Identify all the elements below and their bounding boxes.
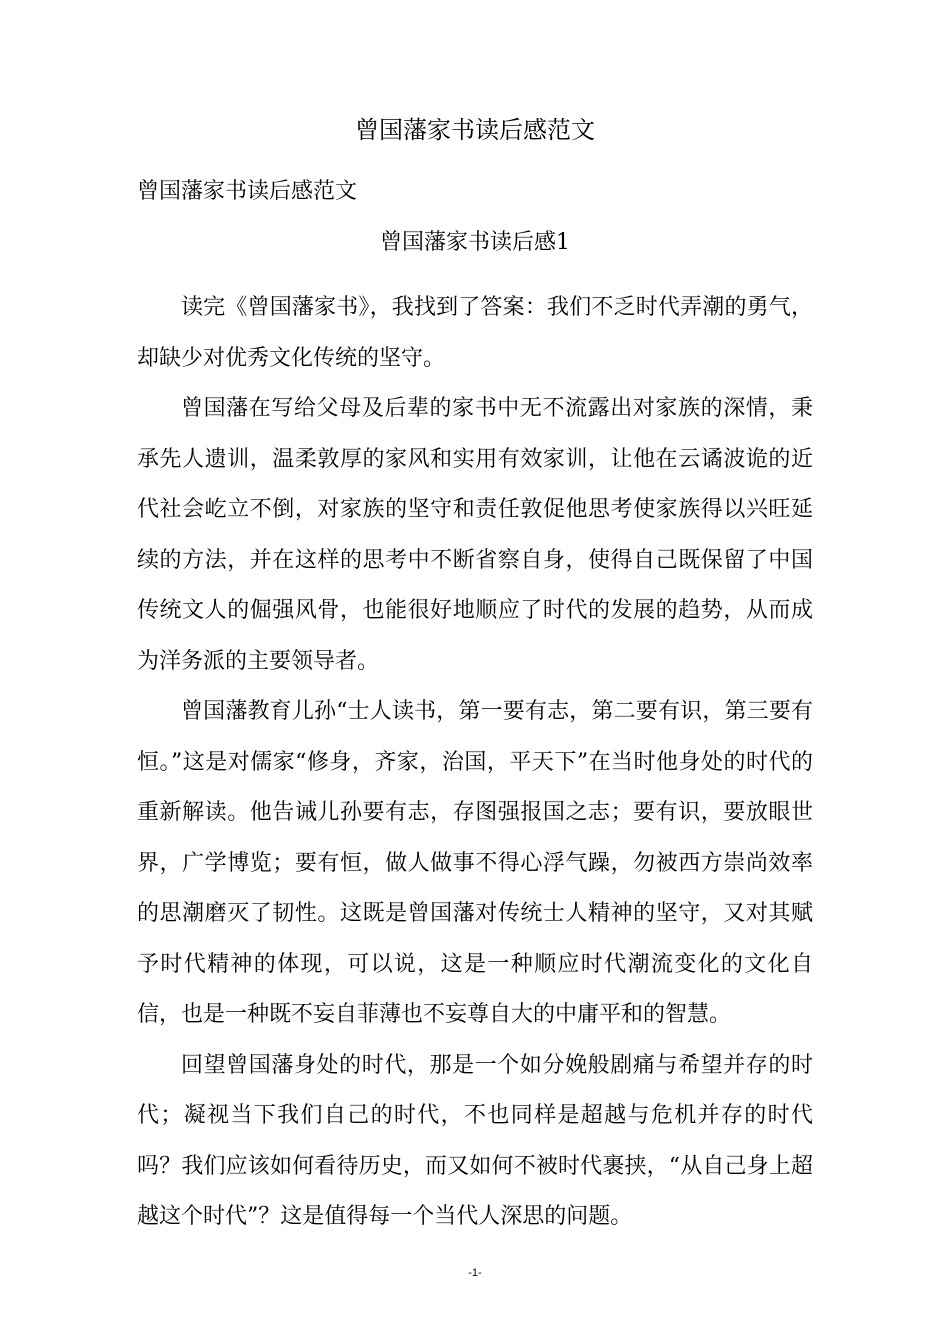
document-title: 曾国藩家书读后感范文 (355, 116, 595, 144)
article-body (137, 283, 813, 1243)
section-heading: 曾国藩家书读后感1 (380, 230, 570, 255)
page-number: -1- (468, 1267, 482, 1279)
paragraph-1: 读完《曾国藩家书》，我找到了答案：我们不乏时代弄潮的勇气，却缺少对优秀文化传统的坚守。 (137, 295, 813, 371)
document-subtitle: 曾国藩家书读后感范文 (137, 179, 358, 204)
paragraph-2: 曾国藩在写给父母及后辈的家书中无不流露出对家族的深情，秉承先人遗训，温柔敦厚的家风和实用有效家训，让他在云谲波诡的近代社会屹立不倒，对家族的坚守和责任敦促他思考使家族得以兴旺延续的方法，并在这样的思考中不断省察自身，使得自己既保留了中国传统文人的倔强风骨，也能很好地顺应了时代的发展的趋势，从而成为洋务派的主要领导者。 (137, 396, 813, 674)
paragraph-4: 回望曾国藩身处的时代，那是一个如分娩般剧痛与希望并存的时代；凝视当下我们自己的时代，不也同样是超越与危机并存的时代吗？我们应该如何看待历史，而又如何不被时代裹挟，“从自己身上超越这个时代”？这是值得每一个当代人深思的问题。 (137, 1052, 813, 1229)
paragraph-3: 曾国藩教育儿孙“士人读书，第一要有志，第二要有识，第三要有恒。”这是对儒家“修身，齐家，治国，平天下”在当时他身处的时代的重新解读。他告诫儿孙要有志，存图强报国之志；要有识，要放眼世界，广学博览；要有恒，做人做事不得心浮气躁，勿被西方崇尚效率的思潮磨灭了韧性。这既是曾国藩对传统士人精神的坚守，又对其赋予时代精神的体现，可以说，这是一种顺应时代潮流变化的文化自信，也是一种既不妄自菲薄也不妄尊自大的中庸平和的智慧。 (137, 699, 813, 1027)
